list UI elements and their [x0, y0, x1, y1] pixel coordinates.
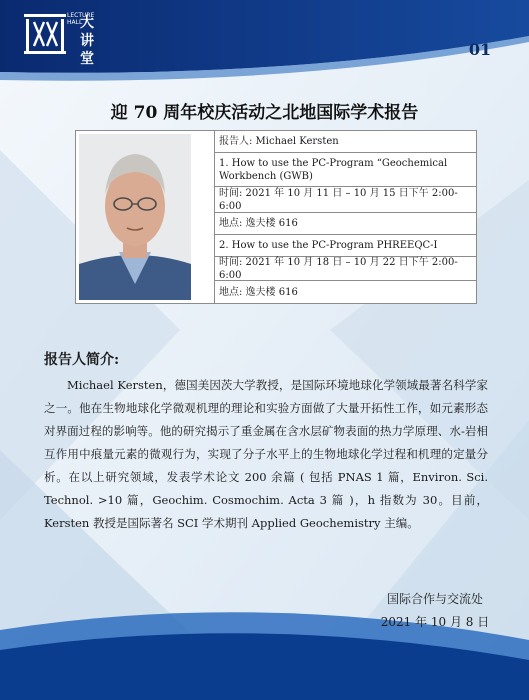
info-rows [214, 131, 476, 303]
speaker-photo [79, 134, 191, 300]
talk-2-location-row: 地点: 逸夫楼 616 [214, 281, 476, 303]
issuing-department: 国际合作与交流处 [386, 592, 483, 606]
talk-1-time-row: 时间: 2021 年 10 月 11 日 – 10 月 15 日下午 2:00-6:00 [214, 187, 476, 213]
talk-1-title-row: 1. How to use the PC-Program “Geochemical Workbench (GWB) [214, 153, 476, 187]
logo-text: 大讲堂 [80, 15, 94, 67]
header [0, 0, 529, 70]
talk-2-time-row: 时间: 2021 年 10 月 18 日 – 10 月 22 日下午 2:00-6:00 [214, 257, 476, 281]
talk-1-location-row: 地点: 逸夫楼 616 [214, 213, 476, 235]
bio-text: Michael Kersten，德国美因茨大学教授，是国际环境地球化学领域最著名科学家之一。他在生物地球化学微观机理的理论和实验方面做了大量开拓性工作，如元素形态对界面过程的影响等。他的研究揭示了重金属在含水层矿物表面的热力学原理、水-岩相互作用中痕量元素的微观行为，实现了分子水平上的生物地球化学过程和机理的定量分析。在以上研究领域，发表学术论文 200 余篇 ( 包括 PNAS 1 篇，Environ. Sci. Technol. >10 篇，Geochim. Cosmochim. Acta 3 篇 )，h 指数为 30。目前，Kersten 教授是国际著名 SCI 学术期刊 Applied Geochemistry 主编。 [44, 378, 488, 530]
page-title: 迎 70 周年校庆活动之北地国际学术报告 [110, 103, 419, 123]
speaker-info-table [75, 130, 477, 304]
page-number: 01 [468, 40, 492, 59]
bio-heading: 报告人简介: [44, 352, 120, 368]
lecture-hall-logo-icon [22, 10, 68, 56]
speaker-row: 报告人: Michael Kersten [214, 131, 476, 153]
issue-date: 2021 年 10 月 8 日 [380, 615, 490, 629]
talk-2-title-row: 2. How to use the PC-Program PHREEQC-I [214, 235, 476, 257]
logo-vertical-text: LECTURE HALL [67, 12, 95, 26]
